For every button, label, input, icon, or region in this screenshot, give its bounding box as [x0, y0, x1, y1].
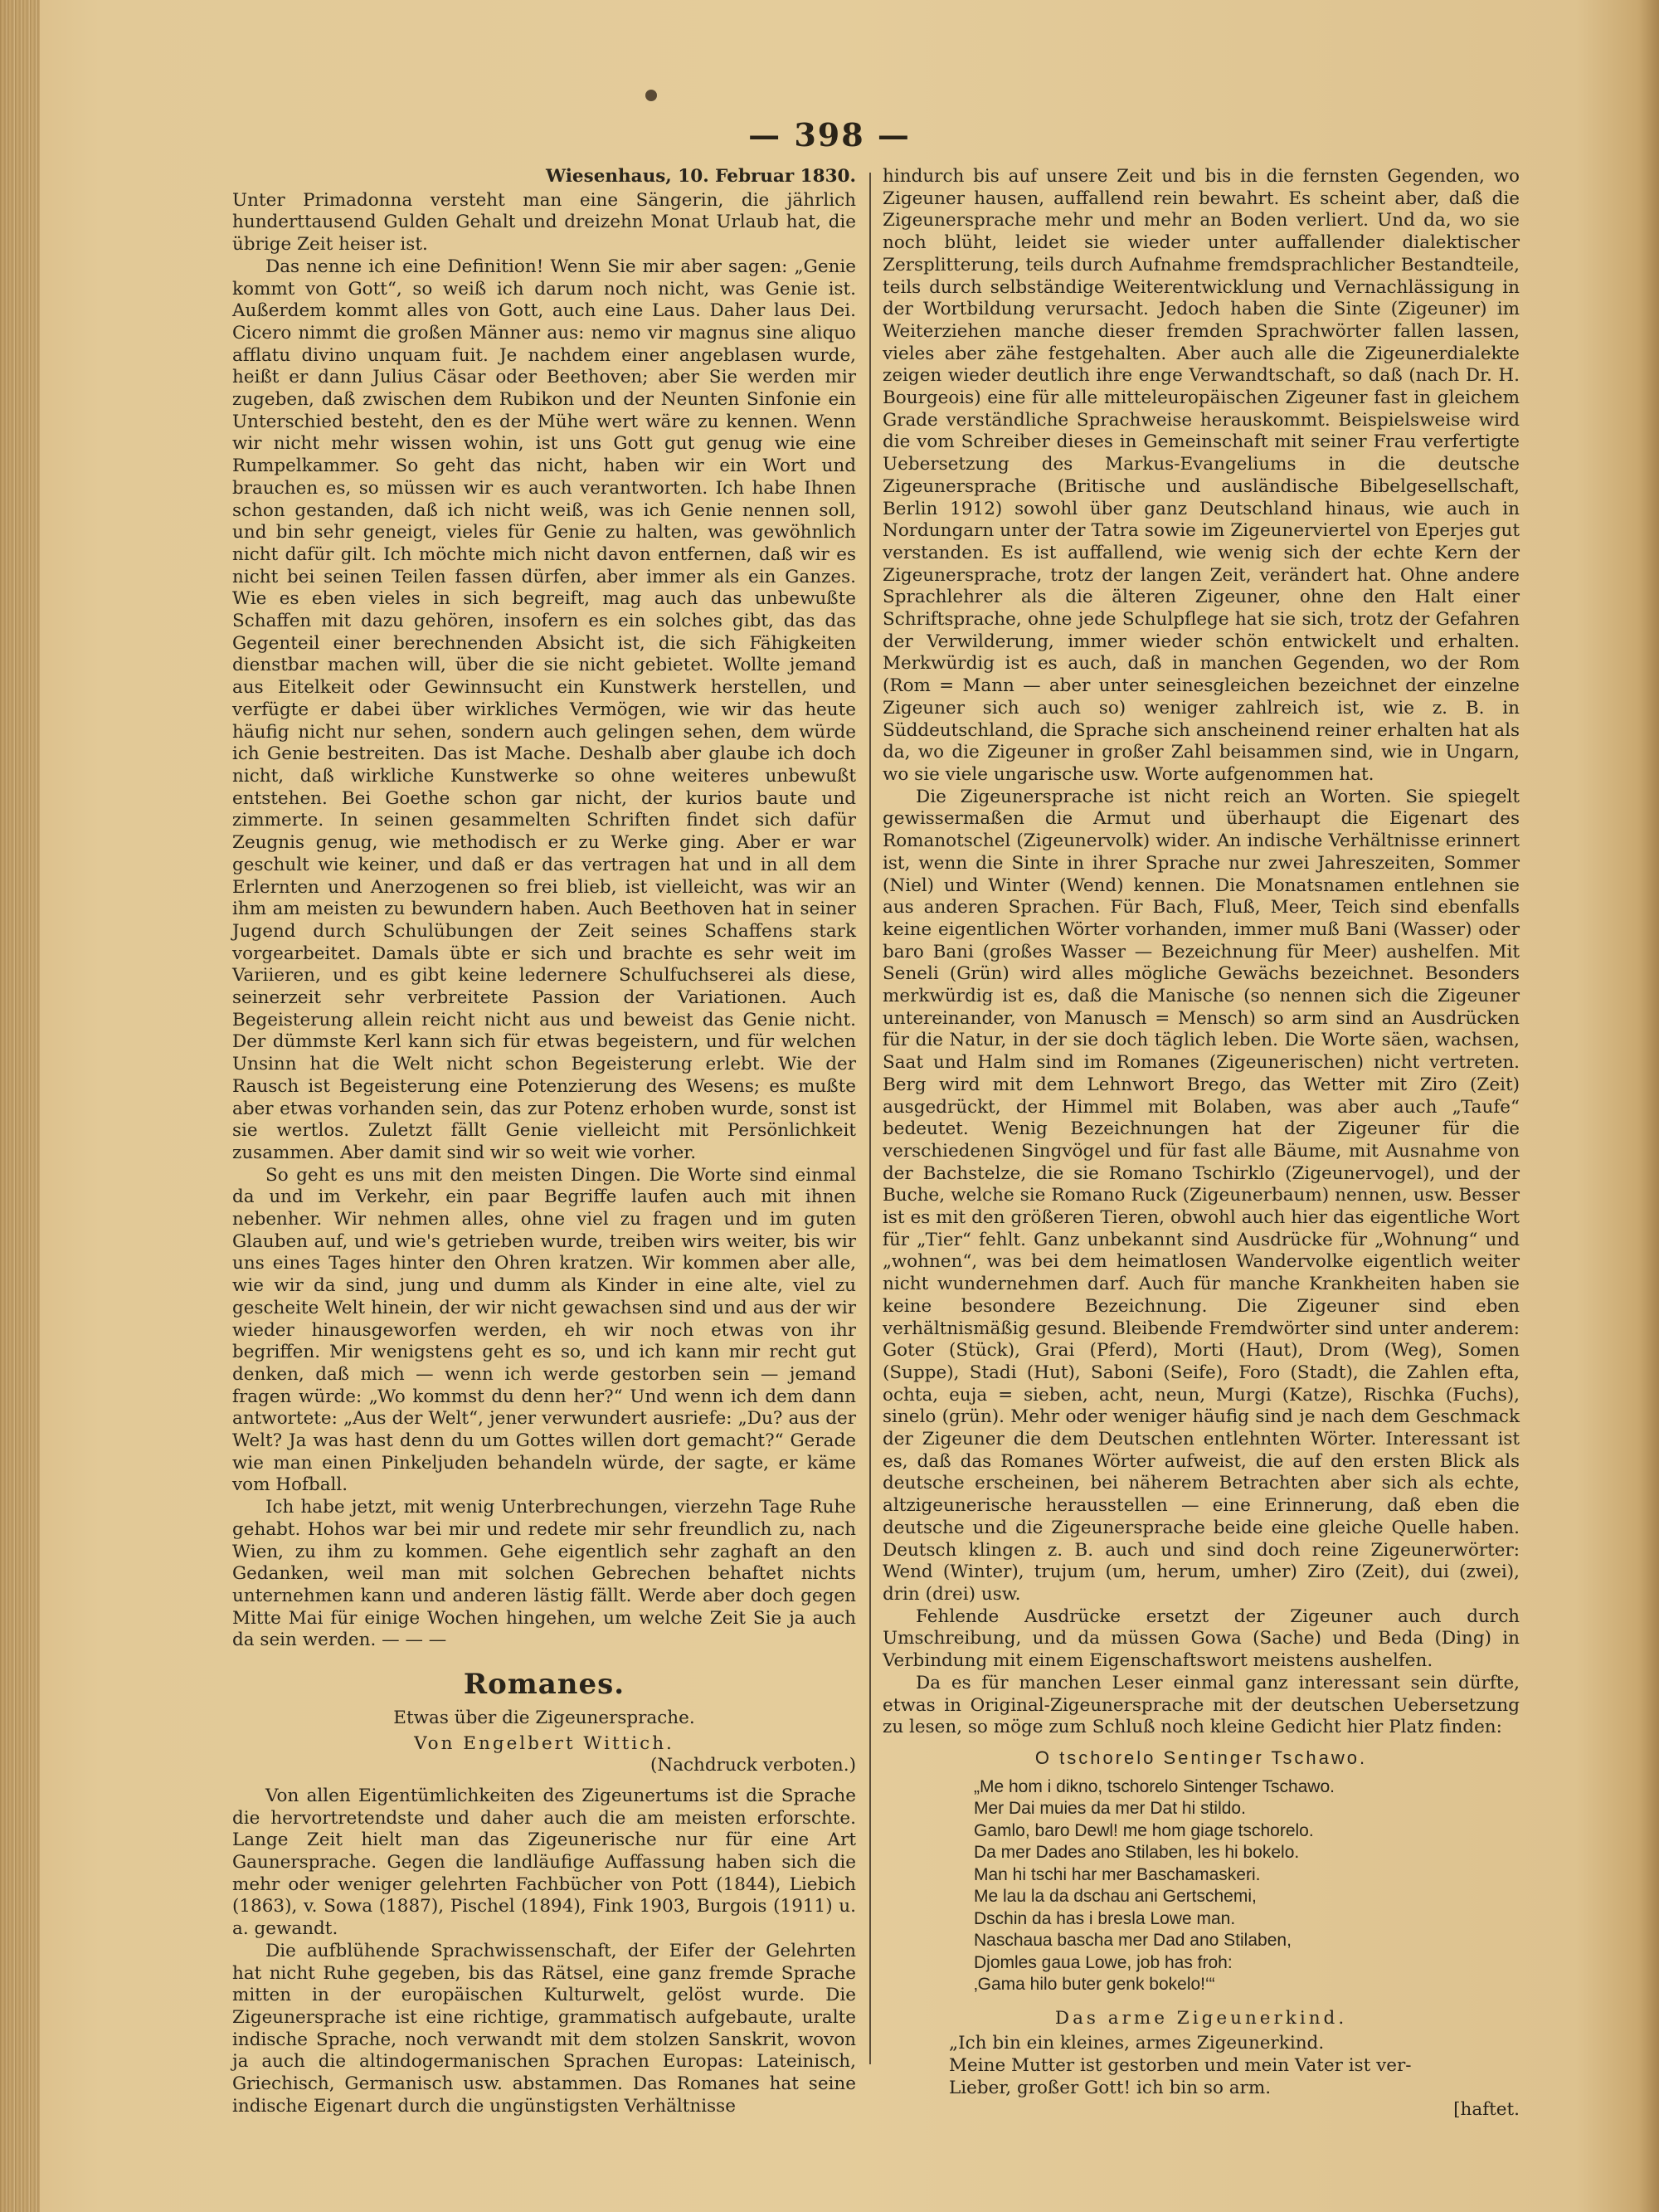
translation-line: Meine Mutter ist gestorben und mein Vater ist ver-	[949, 2055, 1412, 2077]
poem-line: Mer Dai muies da mer Dat hi stildo.	[974, 1799, 1246, 1819]
poem-title: O tschorelo Sentinger Tschawo.	[1034, 1747, 1368, 1768]
article-subtitle: Etwas über die Zigeunersprache.	[393, 1707, 695, 1728]
letter-paragraph: Das nenne ich eine Definition! Wenn Sie mir aber sagen: „Genie kommt von Gott“, so weiß ich darum noch nicht, was Genie ist. Außerdem kommt alles von Gott, auch eine Laus. Daher laus Dei. Cicero nimmt die großen Männer aus: nemo vir magnus sine aliquo afflatu divino unquam fuit. Je nachdem einer angeblasen wurde, heißt er dann Julius Cäsar oder Beethoven; aber Sie werden mir zugeben, daß zwischen dem Rubikon und der Neunten Sinfonie ein Unterschied besteht, den es der Mühe wert wäre zu kennen. Wenn wir nicht mehr wissen wohin, ist uns Gott gut genug wie eine Rumpelkammer. So geht das nicht, haben wir ein Wort und brauchen es, so müssen wir es auch verantworten. Ich habe Ihnen schon gestanden, daß ich nicht weiß, was ich Genie nennen soll, und bin sehr geneigt, vieles für Genie zu halten, was gewöhnlich nicht dafür gilt. Ich möchte mich nicht davon entfernen, daß wir es nicht bei seinen Teilen fassen dürfen, aber immer als ein Ganzes. Wie es eben vieles in sich begreift, mag auch das unbewußte Schaffen mit dazu gehören, insofern es ein solches gibt, das das Gegenteil einer berechnenden Absicht ist, die sich Fähigkeiten dienstbar machen will, über die sie nicht gebietet. Wollte jemand aus Eitelkeit oder Gewinnsucht ein Kunstwerk herstellen, und verfügte er dabei über wirkliches Vermögen, wie wir das heute häufig nicht nur sehen, sondern auch gelingen sehen, dem würde ich Genie bestreiten. Das ist Mache. Deshalb aber glaube ich doch nicht, daß wirkliche Kunstwerke so ohne weiteres unbewußt entstehen. Bei Goethe schon gar nicht, der kurios baute und zimmerte. In seinen gesammelten Schriften findet sich dafür Zeugnis genug, wie methodisch er zu Werke ging. Aber er war geschult wie keiner, und daß er das vertragen hat und in all dem Erlernten und Anerzogenen so frei blieb, ist vielleicht, was wir an ihm am meisten zu bewundern haben. Auch Beethoven hat in seiner Jugend durch Schulübungen der Zeit seines Schaffens stark vorgearbeitet. Damals übte er sich und brachte es sehr weit im Variieren, und es gibt keine ledernere Schulfuchserei als diese, seinerzeit sehr verbreitete Passion der Variationen. Auch Begeisterung allein reicht nicht aus und beweist das Genie nicht. Der dümmste Kerl kann sich für etwas begeistern, und für welchen Unsinn hat die Welt nicht schon Begeisterung erlebt. Wie der Rausch ist Begeisterung eine Potenzierung des Wesens; es mußte aber etwas vorhanden sein, das zur Potenz erhoben wurde, sonst ist sie wertlos. Zuletzt fällt Genie vielleicht mit Persönlichkeit zusammen. Aber damit sind wir so weit wie vorher.	[232, 256, 856, 1163]
poem-line: Dschin da has i bresla Lowe man.	[974, 1908, 1236, 1928]
letter-dateline: Wiesenhaus, 10. Februar 1830.	[545, 166, 856, 187]
poem-lines	[974, 1776, 1520, 1996]
letter-paragraph: Unter Primadonna versteht man eine Sängerin, die jährlich hunderttausend Gulden Gehalt und dreizehn Monat Urlaub hat, die übrige Zeit heiser ist.	[232, 189, 856, 256]
poem-line: „Me hom i dikno, tschorelo Sintenger Tschawo.	[974, 1776, 1335, 1796]
translation-lines	[949, 2033, 1520, 2099]
letter-paragraph: Ich habe jetzt, mit wenig Unterbrechungen, vierzehn Tage Ruhe gehabt. Hohos war bei mir und redete mir sehr freundlich zu, nach Wien, zu ihm zu kommen. Gehe eigentlich sehr zaghaft an den Gedanken, weil man mit solchen Gebrechen behaftet nichts unternehmen kann und anderen lästig fällt. Werde aber doch gegen Mitte Mai für einige Wochen hingehen, um welche Zeit Sie ja auch da sein werden. — — —	[232, 1497, 856, 1651]
translation-line: Lieber, großer Gott! ich bin so arm.	[949, 2077, 1272, 2098]
book-binding-edge	[0, 0, 40, 2212]
article-paragraph: Die Zigeunersprache ist nicht reich an Worten. Sie spiegelt gewissermaßen die Armut und überhaupt die Eigenart des Romanotschel (Zigeunervolk) wider. An indische Verhältnisse erinnert ist, wenn die Sinte in ihrer Sprache nur zwei Jahreszeiten, Sommer (Niel) und Winter (Wend) kennen. Die Monatsnamen entlehnen sie aus anderen Sprachen. Für Bach, Fluß, Meer, Teich sind ebenfalls keine eigentlichen Wörter vorhanden, immer muß Bani (Wasser) oder baro Bani (großes Wasser — Bezeichnung für Meer) aushelfen. Mit Seneli (Grün) wird alles mögliche Gewächs bezeichnet. Besonders merkwürdig ist es, daß die Manische (so nennen sich die Zigeuner untereinander, von Manusch = Mensch) so arm sind an Ausdrücken für die Natur, in der sie doch täglich leben. Die Worte säen, wachsen, Saat und Halm sind im Romanes (Zigeunerischen) nicht vertreten. Berg wird mit dem Lehnwort Brego, das Wetter mit Ziro (Zeit) ausgedrückt, der Himmel mit Bolaben, was aber auch „Taufe“ bedeutet. Wenig Bezeichnungen hat der Zigeuner für die verschiedenen Singvögel und für fast alle Bäume, mit Ausnahme von der Bachstelze, die sie Romano Tschirklo (Zigeunervogel), und der Buche, welche sie Romano Ruck (Zigeunerbaum) nennen, usw. Besser ist es mit den größeren Tieren, obwohl auch hier das eigentliche Wort für „Tier“ fehlt. Ganz unbekannt sind Ausdrücke für „Wohnung“ und „wohnen“, was bei dem heimatlosen Wandervolke eigentlich weiter nicht wundernehmen darf. Auch für manche Krankheiten haben sie keine besondere Bezeichnung. Die Zigeuner sind eben verhältnismäßig gesund. Bleibende Fremdwörter sind unter anderem: Goter (Stück), Grai (Pferd), Morti (Haut), Drom (Weg), Somen (Suppe), Stadi (Hut), Saboni (Seife), Foro (Stadt), die Zahlen efta, ochta, euja = sieben, acht, neun, Murgi (Katze), Rischka (Fuchs), sinelo (grün). Mehr oder weniger häufig sind je nach dem Geschmack der Zigeuner die dem Deutschen entlehnten Wörter. Interessant ist es, daß das Romanes Wörter aufweist, die auf den ersten Blick als deutsche erscheinen, bei näherem Betrachten aber sich als echte, altzigeunerische herausstellen — eine Erinnerung, daß eben die deutsche und die Zigeunersprache beide eine gleiche Quelle haben. Deutsch klingen z. B. auch und sind doch reine Zigeunerwörter: Wend (Winter), trujum (um, herum, umher) Ziro (Zeit), dui (zwei), drin (drei) usw.	[883, 786, 1520, 1605]
letter-paragraph: So geht es uns mit den meisten Dingen. Die Worte sind einmal da und im Verkehr, ein paar Begriffe laufen auch mit ihnen nebenher. Wir nehmen alles, ohne viel zu fragen und im guten Glauben auf, und wie's getrieben wurde, treiben wirs weiter, bis wir uns eines Tages hinter den Ohren kratzen. Wir kommen aber alle, wie wir da sind, jung und dumm als Kinder in eine alte, viel zu gescheite Welt hinein, der wir nicht gewachsen sind und aus der wir wieder hinausgeworfen werden, eh wir noch etwas von ihr begriffen. Mir wenigstens geht es so, und ich kann mir recht gut denken, daß mich — wenn ich werde gestorben sein — jemand fragen würde: „Wo kommst du denn her?“ Und wenn ich dem dann antwortete: „Aus der Welt“, jener verwundert ausriefe: „Du? aus der Welt? Ja was hast denn du um Gottes willen dort gemacht?“ Gerade wie man einen Pinkeljuden behandeln würde, der sagte, er käme vom Hofball.	[232, 1164, 856, 1496]
ink-dot	[645, 90, 657, 101]
poem-line: Djomles gaua Lowe, job has froh:	[974, 1952, 1233, 1972]
article-title: Romanes.	[463, 1668, 625, 1702]
article-paragraph: Fehlende Ausdrücke ersetzt der Zigeuner auch durch Umschreibung, und da müssen Gowa (Sache) und Beda (Ding) in Verbindung mit einem Eigenschaftswort meistens aushelfen.	[883, 1605, 1520, 1672]
poem-line: Me lau la da dschau ani Gertschemi,	[974, 1887, 1257, 1907]
poem-line: Naschaua bascha mer Dad ano Stilaben,	[974, 1931, 1292, 1951]
page-number: — 398 —	[748, 116, 911, 153]
right-column	[883, 166, 1520, 2122]
translation-line-end: [haftet.	[1453, 2099, 1520, 2121]
article-paragraph: Die aufblühende Sprachwissenschaft, der Eifer der Gelehrten hat nicht Ruhe gegeben, bis das Rätsel, eine ganz fremde Sprache mitten in der europäischen Kulturwelt, gelöst wurde. Die Zigeunersprache ist eine richtige, grammatisch aufgebaute, uralte indische Sprache, noch verwandt mit dem stolzen Sanskrit, wovon ja auch die altindogermanischen Sprachen Europas: Lateinisch, Griechisch, Germanisch usw. abstammen. Das Romanes hat seine indische Eigenart durch die ungünstigsten Verhältnisse	[232, 1940, 856, 2117]
translation-title: Das arme Zigeunerkind.	[1054, 2007, 1348, 2029]
article-reprint-note: (Nachdruck verboten.)	[650, 1755, 856, 1776]
left-column	[232, 166, 856, 2117]
translation-line: „Ich bin ein kleines, armes Zigeunerkind.	[949, 2033, 1325, 2054]
poem-line: ‚Gama hilo buter genk bokelo!‘“	[974, 1975, 1215, 1995]
column-divider	[869, 173, 871, 2064]
article-paragraph: Da es für manchen Leser einmal ganz interessant sein dürfte, etwas in Original-Zigeunersprache mit der deutschen Uebersetzung zu lesen, so möge zum Schluß noch kleine Gedicht hier Platz finden:	[883, 1672, 1520, 1738]
poem-line: Gamlo, baro Dewl! me hom giage tschorelo.	[974, 1820, 1314, 1840]
poem-line: Man hi tschi har mer Baschamaskeri.	[974, 1864, 1261, 1884]
poem-line: Da mer Dades ano Stilaben, les hi bokelo.	[974, 1843, 1300, 1863]
article-paragraph: hindurch bis auf unsere Zeit und bis in die fernsten Gegenden, wo Zigeuner hausen, auffallend rein bewahrt. Es scheint aber, daß die Zigeunersprache mehr und mehr an Boden verliert. Und da, wo sie noch blüht, leidet sie wieder unter auffallender dialektischer Zersplitterung, teils durch Aufnahme fremdsprachlicher Bestandteile, teils durch selbständige Weiterentwicklung und Vernachlässigung in der Wortbildung verursacht. Jedoch haben die Sinte (Zigeuner) im Weiterziehen manche dieser fremden Sprachwörter fallen lassen, vieles aber zähe festgehalten. Aber auch alle die Zigeunerdialekte zeigen wieder deutlich ihre enge Verwandtschaft, so daß (nach Dr. H. Bourgeois) eine für alle mitteleuropäischen Zigeuner fast in gleichem Grade verständliche Sprachweise herauskommt. Beispielsweise wird die vom Schreiber dieses in Gemeinschaft mit seiner Frau verfertigte Uebersetzung des Markus-Evangeliums in die deutsche Zigeunersprache (Britische und ausländische Bibelgesellschaft, Berlin 1912) sowohl über ganz Deutschland hinaus, wie auch in Nordungarn unter der Tatra sowie im Zigeunerviertel von Eperjes gut verstanden. Es ist auffallend, wie wenig sich der echte Kern der Zigeunersprache, trotz der langen Zeit, verändert hat. Ohne andere Sprachlehrer als die älteren Zigeuner, ohne den Halt einer Schriftsprache, ohne jede Schulpflege hat sie sich, trotz der Gefahren der Verwilderung, immer wieder schön entwickelt und erhalten. Merkwürdig ist es auch, daß in manchen Gegenden, wo der Rom (Rom = Mann — aber unter seinesgleichen bezeichnet der einzelne Zigeuner sich auch so) weniger zahlreich ist, wie z. B. in Süddeutschland, die Sprache sich anscheinend reiner erhalten hat als da, wo die Zigeuner in großer Zahl beisammen sind, wie in Ungarn, wo sie viele ungarische usw. Worte aufgenommen hat.	[883, 166, 1520, 785]
article-author: Von Engelbert Wittich.	[414, 1732, 674, 1754]
article-paragraph: Von allen Eigentümlichkeiten des Zigeunertums ist die Sprache die hervortretendste und daher auch die am meisten erforschte. Lange Zeit hielt man das Zigeunerische nur für eine Art Gaunersprache. Gegen die landläufige Auffassung haben sich die mehr oder weniger gelehrten Fachbücher von Pott (1844), Liebich (1863), v. Sowa (1887), Pischel (1894), Fink 1903, Burgois (1911) u. a. gewandt.	[232, 1785, 856, 1940]
